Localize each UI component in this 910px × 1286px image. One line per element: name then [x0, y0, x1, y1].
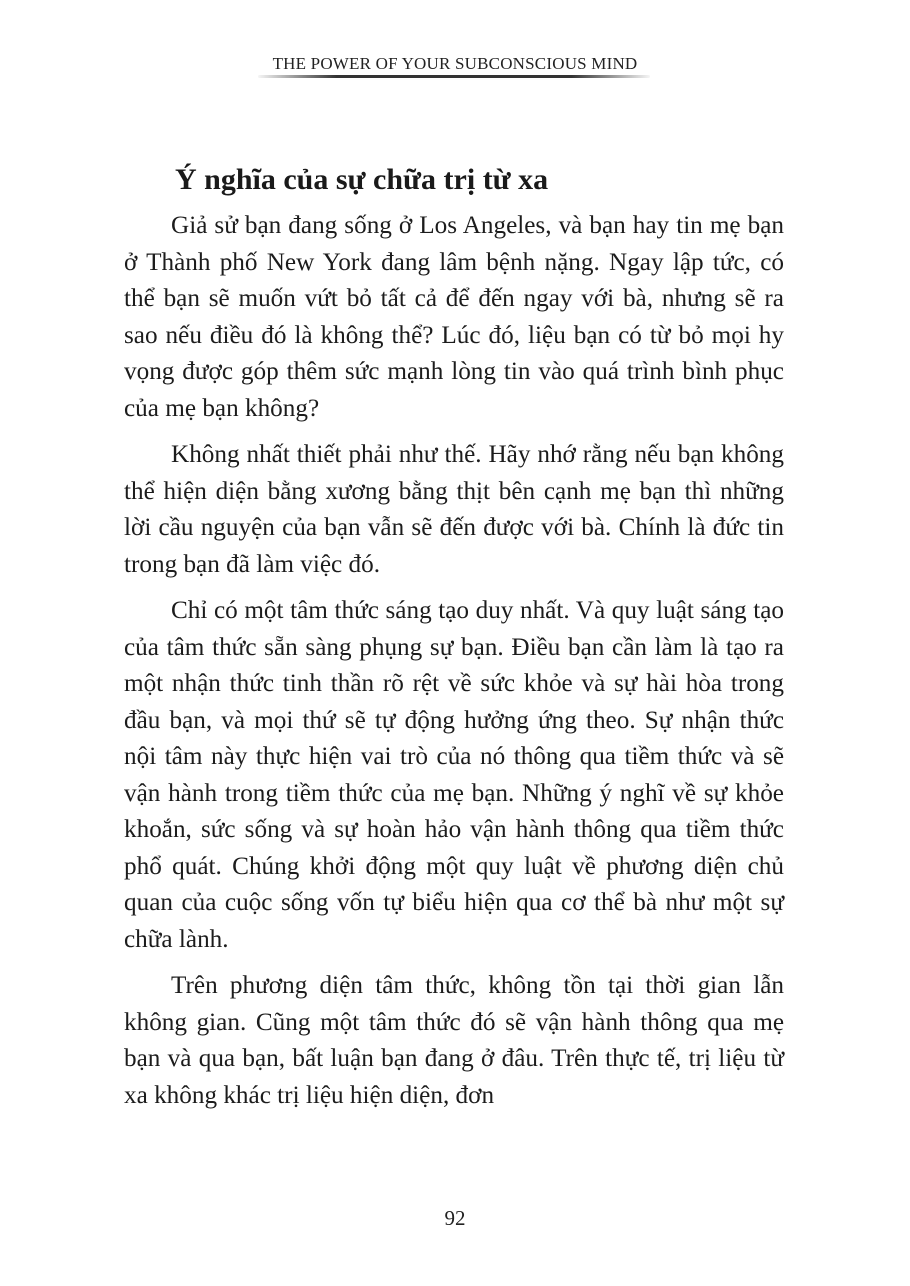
paragraph-4: Trên phương diện tâm thức, không tồn tại thời gian lẫn không gian. Cũng một tâm thức đó sẽ vận hành thông qua mẹ bạn và qua bạn, bất luận bạn đang ở đâu. Trên thực tế, trị liệu từ xa không khác trị liệu hiện diện, đơn — [124, 972, 784, 1109]
page-number: 92 — [444, 1206, 466, 1230]
paragraph-2: Không nhất thiết phải như thế. Hãy nhớ rằng nếu bạn không thể hiện diện bằng xương bằng thịt bên cạnh mẹ bạn thì những lời cầu nguyện của bạn vẫn sẽ đến được với bà. Chính là đức tin trong bạn đã làm việc đó. — [124, 441, 784, 578]
paragraph-3: Chỉ có một tâm thức sáng tạo duy nhất. Và quy luật sáng tạo của tâm thức sẵn sàng phụng sự bạn. Điều bạn cần làm là tạo ra một nhận thức tinh thần rõ rệt về sức khỏe và sự hài hòa trong đầu bạn, và mọi thứ sẽ tự động hưởng ứng theo. Sự nhận thức nội tâm này thực hiện vai trò của nó thông qua tiềm thức và sẽ vận hành trong tiềm thức của mẹ bạn. Những ý nghĩ về sự khỏe khoắn, sức sống và sự hoàn hảo vận hành thông qua tiềm thức phổ quát. Chúng khởi động một quy luật về phương diện chủ quan của cuộc sống vốn tự biểu hiện qua cơ thể bà như một sự chữa lành. — [124, 597, 784, 953]
body-text — [124, 208, 784, 1124]
section-title: Ý nghĩa của sự chữa trị từ xa — [175, 163, 549, 196]
header-rule — [258, 75, 650, 78]
running-header: THE POWER OF YOUR SUBCONSCIOUS MIND — [272, 54, 638, 73]
paragraph-1: Giả sử bạn đang sống ở Los Angeles, và bạn hay tin mẹ bạn ở Thành phố New York đang lâm bệnh nặng. Ngay lập tức, có thể bạn sẽ muốn vứt bỏ tất cả để đến ngay với bà, nhưng sẽ ra sao nếu điều đó là không thể? Lúc đó, liệu bạn có từ bỏ mọi hy vọng được góp thêm sức mạnh lòng tin vào quá trình bình phục của mẹ bạn không? — [124, 212, 784, 422]
